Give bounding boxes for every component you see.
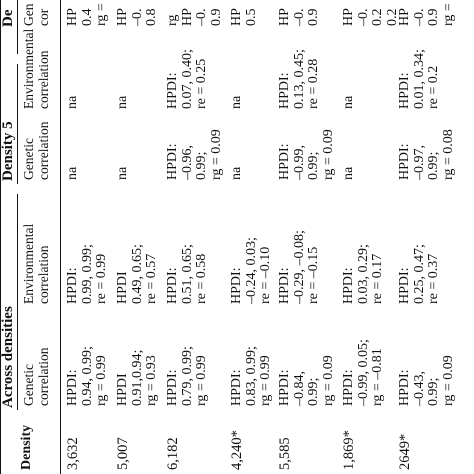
row-1-last: HP 0.4 rg = bbox=[65, 3, 110, 26]
row-6-across-environmental: HPDI: 0.03, 0.29; re = 0.17 bbox=[341, 244, 386, 304]
row-1-density5-environmental: na bbox=[65, 95, 80, 109]
row-7-across-genetic: HPDI: –0.43, 0.99; rg = 0.09 bbox=[397, 355, 456, 406]
row-2-across-environmental: HPDI 0.49, 0.65; re = 0.57 bbox=[115, 244, 160, 304]
row-4-density5-genetic: na bbox=[229, 166, 244, 180]
header-bottom-rule bbox=[60, 0, 61, 474]
group-header-density5: Density 5 bbox=[0, 121, 16, 181]
row-5-last: HP –0. 0.9 bbox=[277, 8, 322, 26]
row-1-density5-genetic: na bbox=[65, 166, 80, 180]
row-3-density5-environmental: HPDI: 0.07, 0.40; re = 0.25 bbox=[165, 49, 210, 109]
row-5-density5-genetic: HPDI: –0.99, 0.99; rg = 0.09 bbox=[277, 129, 336, 180]
row-3-across-genetic: HPDI: 0.79, 0.99; rg = 0.99 bbox=[165, 346, 210, 406]
row-5-across-genetic: HPDI: –0.84, 0.99; rg = 0.09 bbox=[277, 355, 336, 406]
row-6-last: HP –0. 0.2 0.2 bbox=[341, 8, 400, 26]
row-1-across-genetic: HPDI: 0.94, 0.99; rg = 0.99 bbox=[65, 346, 110, 406]
row-7-last: HP –0. 0.9 rg = bbox=[397, 3, 456, 26]
row-6-density5-genetic: na bbox=[341, 166, 356, 180]
row-3-density: 6,182 bbox=[165, 437, 181, 470]
row-4-across-genetic: HPDI: 0.83, 0.99; rg = 0.99 bbox=[229, 346, 274, 406]
row-6-density: 1,869* bbox=[341, 430, 357, 470]
density-column-header: Density bbox=[19, 424, 34, 470]
across-genetic-header: Genetic correlation bbox=[21, 347, 51, 406]
row-2-density5-environmental: na bbox=[115, 95, 130, 109]
row-5-across-environmental: HPDI: –0.29, –0.08; re = –0.15 bbox=[277, 230, 322, 304]
row-5-density5-environmental: HPDI: 0.13, 0.45; re = 0.28 bbox=[277, 49, 322, 109]
row-2-last: HP –0. 0.8 bbox=[115, 8, 160, 26]
across-environmental-header: Environmental correlation bbox=[21, 223, 51, 304]
group-underline-density5 bbox=[17, 64, 18, 184]
row-4-last: HP 0.5 bbox=[229, 8, 259, 26]
group-header-across: Across densities bbox=[0, 306, 16, 408]
row-3-last: rg HP –0. 0.9 bbox=[165, 8, 224, 26]
row-4-across-environmental: HPDI: –0.24, 0.03; re = –0.10 bbox=[229, 237, 274, 304]
row-2-density5-genetic: na bbox=[115, 166, 130, 180]
row-1-density: 3,632 bbox=[65, 437, 81, 470]
row-7-density5-environmental: HPDI: 0.01, 0.34; re = 0.2 bbox=[397, 49, 442, 109]
row-7-across-environmental: HPDI: 0.25, 0.47; re = 0.37 bbox=[397, 244, 442, 304]
row-3-across-environmental: HPDI: 0.51, 0.65; re = 0.58 bbox=[165, 244, 210, 304]
density5-environmental-header: Environmental correlation bbox=[21, 28, 51, 109]
row-7-density5-genetic: HPDI: –0.97, 0.99; rg = 0.08 bbox=[397, 129, 456, 180]
row-3-density5-genetic: HPDI: –0.96, 0.99; rg = 0.09 bbox=[165, 129, 224, 180]
row-1-across-environmental: HPDI: 0.99, 0.99; re = 0.99 bbox=[65, 244, 110, 304]
row-6-density5-environmental: na bbox=[341, 95, 356, 109]
row-4-density5-environmental: na bbox=[229, 95, 244, 109]
row-5-density: 5,585 bbox=[277, 437, 293, 470]
last-genetic-header: Gen cor bbox=[21, 3, 51, 26]
row-6-across-genetic: HPDI: –0.99, 0.05; rg = –0.81 bbox=[341, 339, 386, 406]
row-2-across-genetic: HPDI 0.91,0.94; rg = 0.93 bbox=[115, 349, 160, 406]
group-underline-last bbox=[17, 0, 18, 54]
row-7-density: 2649* bbox=[397, 433, 413, 470]
density5-genetic-header: Genetic correlation bbox=[21, 121, 51, 180]
group-underline-across bbox=[17, 194, 18, 410]
group-header-last: De bbox=[0, 9, 16, 27]
row-2-density: 5,007 bbox=[115, 437, 131, 470]
row-4-density: 4,240* bbox=[229, 430, 245, 470]
